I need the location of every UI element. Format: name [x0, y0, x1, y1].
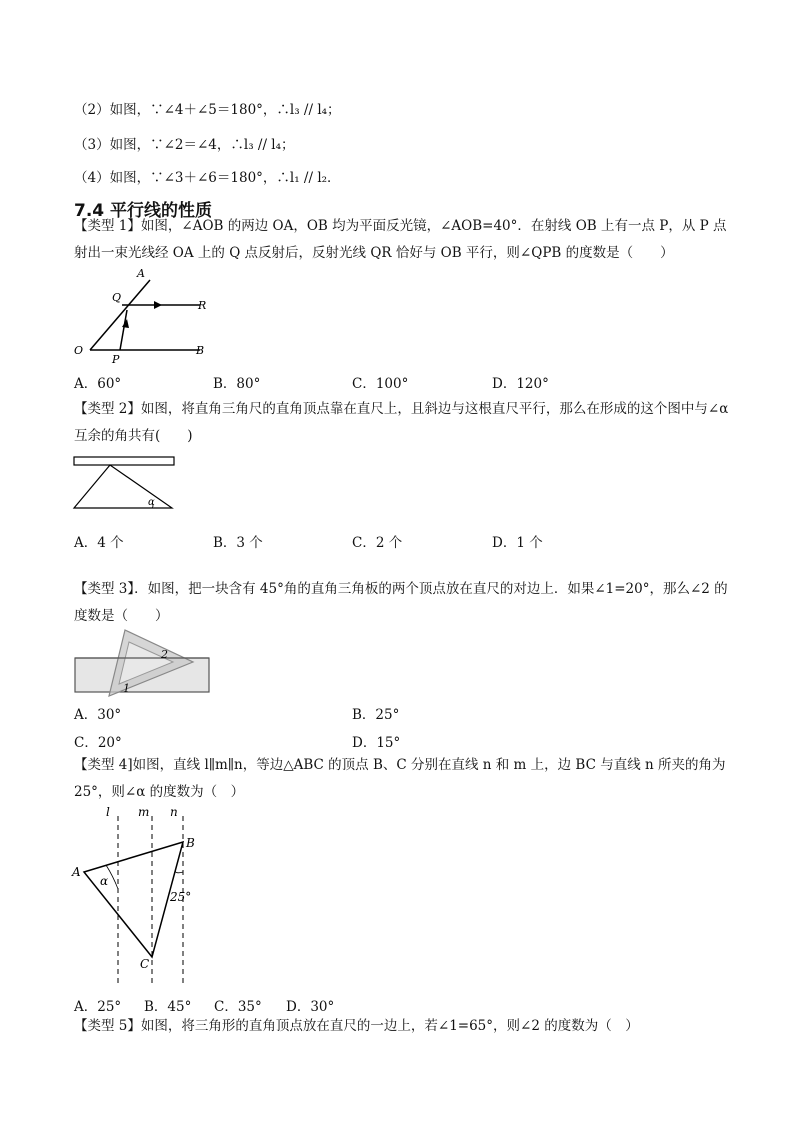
- arrow-qr: [154, 301, 162, 309]
- label-b: B: [196, 344, 205, 357]
- question-4-text: 【类型 4]如图，直线 l∥m∥n，等边△ABC 的顶点 B、C 分别在直线 n 和 m 上，边 BC 与直线 n 所夹的角为 25°，则∠α 的度数为（ ）: [74, 757, 726, 800]
- label-m: m: [138, 805, 150, 819]
- answer-line-2: （2）如图，∵∠4＋∠5＝180°，∴l₃ // l₄；: [74, 102, 341, 118]
- angle-2-label: 2: [161, 648, 168, 661]
- option-c[interactable]: C．35°: [214, 999, 262, 1015]
- triangle-abc: [84, 842, 183, 957]
- figure-4: [70, 802, 210, 987]
- angle-25-arc: [175, 871, 183, 873]
- answer-line-4: （4）如图，∵∠3＋∠6＝180°，∴l₁ // l₂．: [74, 170, 341, 186]
- ruler: [74, 457, 174, 465]
- label-p: P: [112, 353, 120, 365]
- label-o: O: [74, 344, 84, 357]
- label-n: n: [170, 805, 178, 819]
- option-c[interactable]: C．100°: [352, 376, 409, 392]
- alpha-label: α: [148, 497, 155, 508]
- label-a: A: [72, 865, 81, 879]
- label-alpha: α: [100, 874, 109, 888]
- question-1-text: 【类型 1】如图，∠AOB 的两边 OA，OB 均为平面反光镜，∠AOB=40°．在射线 OB 上有一点 P，从 P 点射出一束光线经 OA 上的 Q 点反射后，反射光线 QR 恰好与 OB 平行，则∠QPB 的度数是（ ）: [74, 218, 727, 261]
- label-q: Q: [112, 291, 122, 304]
- angle-1-label: 1: [123, 682, 130, 695]
- option-d[interactable]: D．15°: [352, 735, 401, 751]
- label-r: R: [198, 299, 207, 312]
- option-a[interactable]: A．25°: [74, 999, 122, 1015]
- label-a: A: [137, 267, 145, 280]
- question-2-text: 【类型 2】如图，将直角三角尺的直角顶点靠在直尺上，且斜边与这根直尺平行，那么在形成的这个图中与∠α 互余的角共有( ): [74, 401, 729, 444]
- option-a[interactable]: A．30°: [74, 707, 122, 723]
- label-angle: 25°: [170, 890, 192, 904]
- figure-1: [70, 265, 220, 365]
- figure-3: [73, 628, 213, 698]
- option-c[interactable]: C．20°: [74, 735, 122, 751]
- label-c: C: [140, 957, 150, 971]
- set-square: [74, 465, 172, 508]
- option-a[interactable]: A．4 个: [74, 535, 124, 551]
- label-l: l: [106, 805, 110, 819]
- question-5-text: 【类型 5】如图，将三角形的直角顶点放在直尺的一边上，若∠1=65°，则∠2 的度数为（ ）: [74, 1018, 639, 1034]
- option-d[interactable]: D．120°: [492, 376, 549, 392]
- question-3-text: 【类型 3】．如图，把一块含有 45°角的直角三角板的两个顶点放在直尺的对边上．如果∠1=20°，那么∠2 的度数是（ ）: [74, 581, 728, 624]
- option-b[interactable]: B．45°: [144, 999, 192, 1015]
- option-c[interactable]: C．2 个: [352, 535, 403, 551]
- label-b: B: [186, 836, 195, 850]
- option-b[interactable]: B．80°: [213, 376, 261, 392]
- figure-2: [72, 454, 182, 524]
- option-a[interactable]: A．60°: [74, 376, 122, 392]
- option-b[interactable]: B．25°: [352, 707, 400, 723]
- option-b[interactable]: B．3 个: [213, 535, 263, 551]
- ray-pq: [120, 310, 127, 350]
- answer-line-3: （3）如图，∵∠2＝∠4，∴l₃ // l₄；: [74, 137, 295, 153]
- option-d[interactable]: D．1 个: [492, 535, 543, 551]
- option-d[interactable]: D．30°: [286, 999, 335, 1015]
- section-title: 7.4 平行线的性质: [74, 201, 213, 221]
